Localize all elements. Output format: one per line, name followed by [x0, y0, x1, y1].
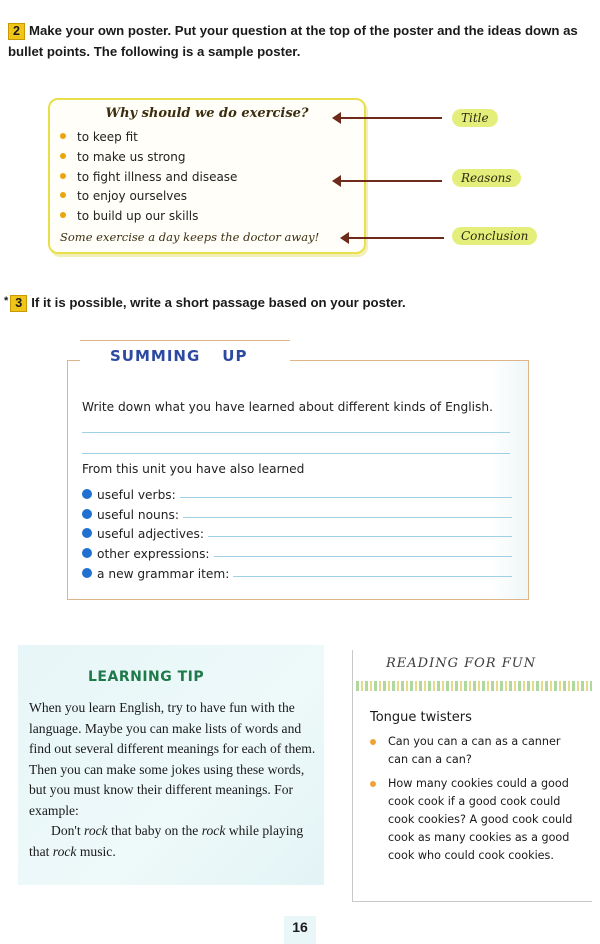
poster-reasons-list	[60, 128, 237, 227]
answer-line[interactable]	[214, 556, 512, 557]
learning-tip-title: LEARNING TIP	[88, 669, 205, 685]
tongue-twisters-heading: Tongue twisters	[370, 710, 472, 725]
bullet-icon	[82, 528, 92, 538]
bullet-icon	[60, 192, 66, 198]
poster-reason: to keep fit	[60, 128, 237, 148]
arrow-left-icon	[346, 237, 444, 239]
exercise-number-badge: 2	[8, 23, 25, 40]
arrow-left-icon	[338, 117, 442, 119]
bullet-icon	[60, 173, 66, 179]
list-item: How many cookies could a good cook cook if a good cook could cook cookies? A good cook could cook as many cookies as a good cook who could cook cookies.	[370, 775, 582, 865]
poster-reason: to build up our skills	[60, 207, 237, 227]
answer-line[interactable]	[82, 432, 510, 433]
summing-up-learned-intro: From this unit you have also learned	[82, 462, 305, 476]
answer-line[interactable]	[180, 497, 512, 498]
bullet-icon	[82, 568, 92, 578]
list-item: useful verbs:	[82, 482, 512, 502]
list-item: Can you can a can as a canner can can a can?	[370, 733, 582, 769]
exercise-3-instruction	[4, 295, 406, 312]
answer-line[interactable]	[183, 517, 512, 518]
answer-line[interactable]	[233, 576, 512, 577]
learning-tip-paragraph: When you learn English, try to have fun with the language. Maybe you can make lists of words and find out several different meanings for each of them. Then you can make some jokes using these words, but you must know their different meanings. For example:	[29, 700, 316, 818]
bullet-icon	[82, 489, 92, 499]
poster-reason: to fight illness and disease	[60, 168, 237, 188]
exercise-number-badge: 3	[10, 295, 27, 312]
bullet-icon	[82, 548, 92, 558]
summing-up-list	[82, 482, 512, 581]
bullet-icon	[370, 781, 376, 787]
bullet-icon	[60, 212, 66, 218]
arrow-left-icon	[338, 180, 442, 182]
tag-conclusion: Conclusion	[452, 227, 537, 245]
learning-tip-body	[29, 698, 319, 862]
list-item: useful nouns:	[82, 502, 512, 522]
decorative-border-icon	[356, 681, 592, 691]
list-item: other expressions:	[82, 541, 512, 561]
poster-title: Why should we do exercise?	[105, 106, 309, 121]
bullet-icon	[60, 153, 66, 159]
summing-up-question: Write down what you have learned about different kinds of English.	[82, 400, 493, 414]
bullet-icon	[60, 133, 66, 139]
page-number: 16	[292, 919, 308, 935]
poster-conclusion: Some exercise a day keeps the doctor away!	[60, 230, 320, 244]
reading-for-fun-box	[352, 650, 592, 902]
tag-reasons: Reasons	[452, 169, 521, 187]
bullet-icon	[82, 509, 92, 519]
answer-line[interactable]	[82, 453, 510, 454]
summing-up-title: SUMMING UP	[110, 347, 248, 365]
exercise-2-instruction	[8, 20, 593, 62]
learning-tip-example: Don't rock that baby on the rock while playing that rock music.	[29, 823, 304, 859]
exercise-2-text: Make your own poster. Put your question at the top of the poster and the ideas down as bullet points. The following is a sample poster.	[8, 23, 578, 59]
tongue-twisters-list	[370, 733, 582, 871]
optional-star-icon: *	[4, 295, 9, 307]
exercise-3-text: If it is possible, write a short passage based on your poster.	[31, 295, 406, 310]
answer-line[interactable]	[208, 536, 512, 537]
poster-reason: to make us strong	[60, 148, 237, 168]
list-item: a new grammar item:	[82, 561, 512, 581]
reading-for-fun-title: READING FOR FUN	[386, 656, 537, 671]
tag-title: Title	[452, 109, 498, 127]
bullet-icon	[370, 739, 376, 745]
poster-reason: to enjoy ourselves	[60, 187, 237, 207]
list-item: useful adjectives:	[82, 522, 512, 542]
learning-tip-box	[18, 645, 324, 885]
sample-poster	[48, 98, 366, 254]
